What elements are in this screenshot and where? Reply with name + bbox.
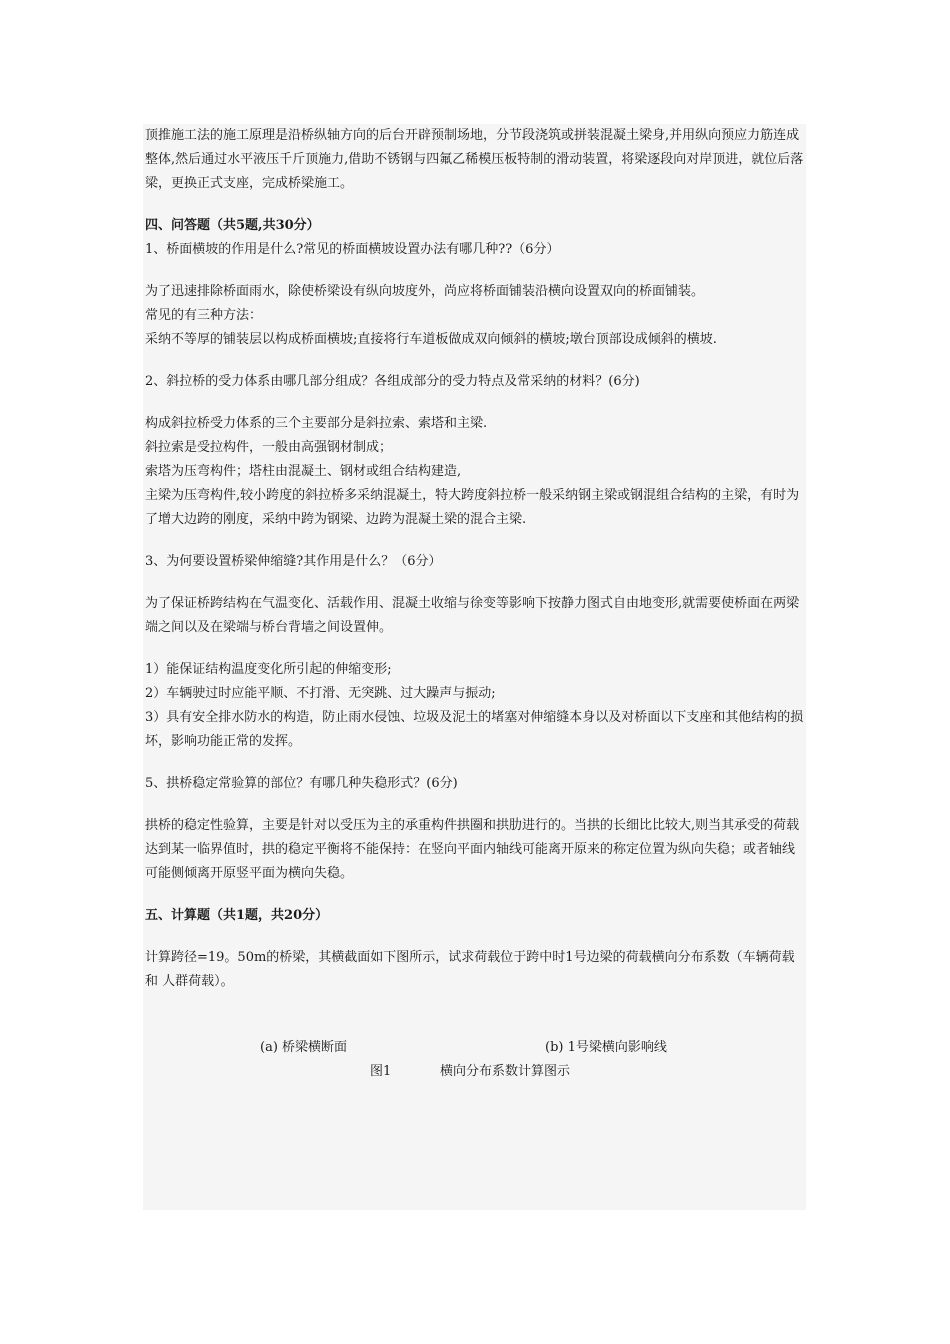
figure-captions	[145, 1036, 804, 1084]
spacer	[145, 532, 804, 550]
section-5-heading: 五、计算题（共1题，共20分）	[145, 908, 329, 923]
answer-3-item-2: 2）车辆驶过时应能平顺、不打滑、无突跳、过大躁声与振动;	[145, 686, 496, 701]
spacer	[145, 262, 804, 280]
answer-2-line-1: 构成斜拉桥受力体系的三个主要部分是斜拉索、索塔和主梁.	[145, 416, 488, 431]
answer-2-line-4: 主梁为压弯构件,较小跨度的斜拉桥多采纳混凝土，特大跨度斜拉桥一般采纳钢主梁或钢混组合结构的主梁，有时为了增大边跨的刚度，采纳中跨为钢梁、边跨为混凝土梁的混合主梁.	[145, 488, 800, 527]
intro-paragraph: 顶推施工法的施工原理是沿桥纵轴方向的后台开辟预制场地，分节段浇筑或拼装混凝土梁身,并用纵向预应力筋连成整体,然后通过水平液压千斤顶施力,借助不锈钢与四氟乙稀模压板特制的滑动装置，将梁逐段向对岸顶进，就位后落梁，更换正式支座，完成桥梁施工。	[145, 128, 804, 191]
question-5: 5、拱桥稳定常验算的部位？有哪几种失稳形式？(6分)	[145, 776, 458, 791]
spacer	[145, 1018, 804, 1036]
answer-5-paragraph: 拱桥的稳定性验算，主要是针对以受压为主的承重构件拱圈和拱肋进行的。当拱的长细比比较大,则当其承受的荷载达到某一临界值时，拱的稳定平衡将不能保持：在竖向平面内轴线可能离开原来的称定位置为纵向失稳；或者轴线可能侧倾离开原竖平面为横向失稳。	[145, 818, 800, 881]
spacer	[145, 394, 804, 412]
figure-title: 横向分布系数计算图示	[440, 1064, 571, 1079]
spacer	[145, 754, 804, 772]
question-3: 3、为何要设置桥梁伸缩缝?其作用是什么？（6分）	[145, 554, 442, 569]
question-1: 1、桥面横坡的作用是什么?常见的桥面横坡设置办法有哪几种??（6分）	[145, 242, 560, 257]
spacer	[145, 574, 804, 592]
figure-label: 图1	[370, 1064, 392, 1079]
answer-2-line-3: 索塔为压弯构件；塔柱由混凝土、钢材或组合结构建造,	[145, 464, 462, 479]
caption-a: (a) 桥梁横断面	[260, 1040, 348, 1055]
answer-1-line-1: 为了迅速排除桥面雨水，除使桥梁设有纵向坡度外，尚应将桥面铺装沿横向设置双向的桥面铺装。	[145, 284, 705, 299]
answer-1-line-3: 采纳不等厚的铺装层以构成桥面横坡;直接将行车道板做成双向倾斜的横坡;墩台顶部设成倾斜的横坡.	[145, 332, 717, 347]
spacer	[145, 640, 804, 658]
spacer	[145, 352, 804, 370]
spacer	[145, 886, 804, 904]
section-4-heading: 四、问答题（共5题,共30分）	[145, 218, 320, 233]
spacer	[145, 196, 804, 214]
question-2: 2、斜拉桥的受力体系由哪几部分组成？各组成部分的受力特点及常采纳的材料？(6分)	[145, 374, 640, 389]
answer-3-item-1: 1）能保证结构温度变化所引起的伸缩变形;	[145, 662, 392, 677]
spacer	[145, 796, 804, 814]
answer-3-item-3: 3）具有安全排水防水的构造，防止雨水侵蚀、垃圾及泥土的堵塞对伸缩缝本身以及对桥面以下支座和其他结构的损坏，影响功能正常的发挥。	[145, 710, 804, 749]
answer-3-paragraph: 为了保证桥跨结构在气温变化、活载作用、混凝土收缩与徐变等影响下按静力图式自由地变形,就需要使桥面在两梁端之间以及在梁端与桥台背墙之间设置伸。	[145, 596, 800, 635]
answer-1-line-2: 常见的有三种方法：	[145, 308, 263, 323]
spacer	[145, 994, 804, 1018]
document-body	[143, 124, 806, 1210]
calculation-problem: 计算跨径=19。50m的桥梁，其横截面如下图所示，试求荷载位于跨中时1号边梁的荷载横向分布系数（车辆荷载和 人群荷载）。	[145, 950, 795, 989]
caption-b: (b) 1号梁横向影响线	[545, 1040, 667, 1055]
spacer	[145, 928, 804, 946]
answer-2-line-2: 斜拉索是受拉构件，一般由高强钢材制成；	[145, 440, 393, 455]
